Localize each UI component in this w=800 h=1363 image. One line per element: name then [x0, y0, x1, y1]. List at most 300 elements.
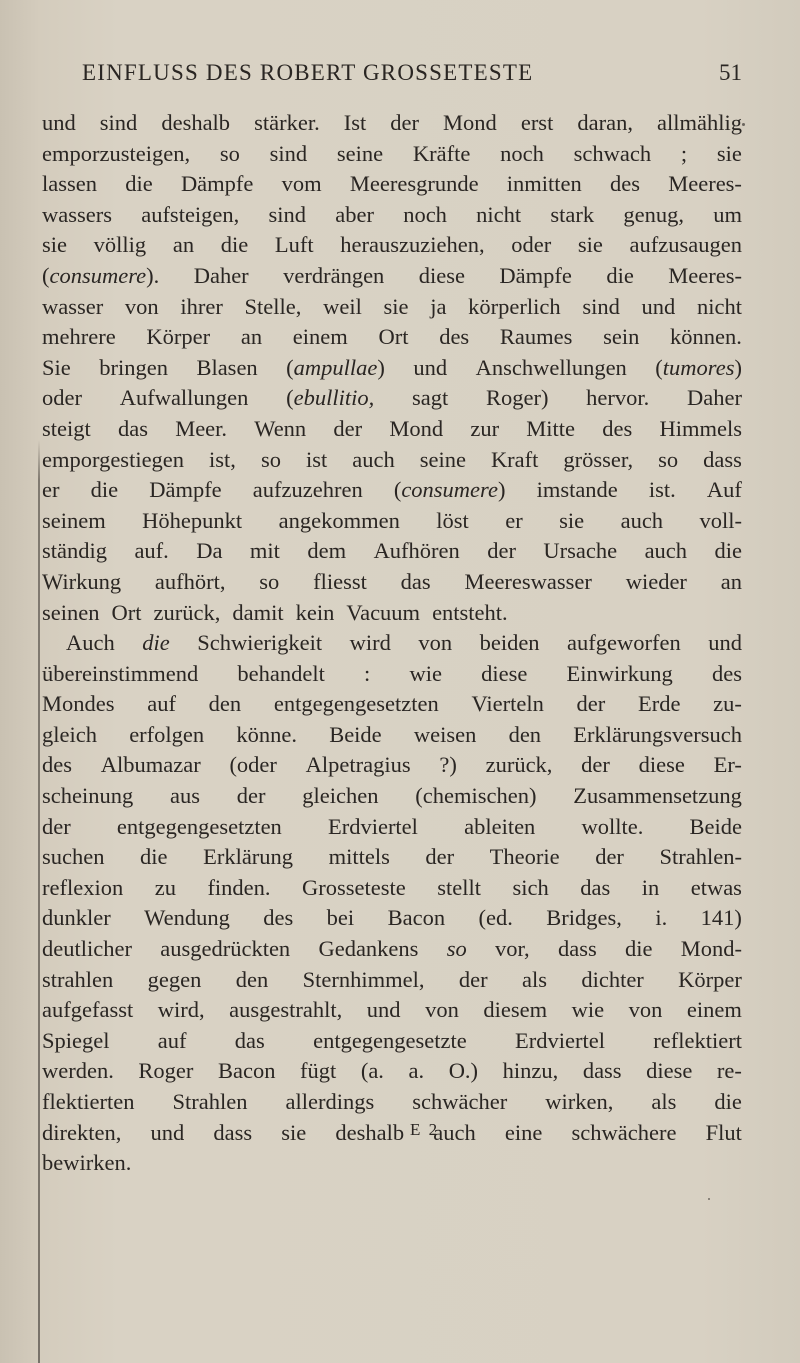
word: der — [236, 783, 266, 809]
word: seinem — [42, 507, 106, 533]
word: Mond — [443, 110, 497, 135]
word: und — [366, 997, 401, 1023]
word: wollte. — [581, 813, 644, 839]
word: Auch — [66, 630, 115, 656]
word: Flut — [705, 1119, 742, 1145]
text-line — [42, 934, 742, 965]
word: die — [714, 538, 742, 564]
text-line — [42, 230, 742, 261]
word: ; — [680, 140, 688, 166]
word: grösser, — [563, 446, 634, 472]
word: verdrängen — [283, 262, 385, 288]
word: deutlicher — [42, 936, 132, 962]
word: aufzusaugen — [629, 232, 742, 258]
word: als — [521, 966, 547, 992]
word: Strahlen — [172, 1089, 248, 1114]
body-text — [42, 108, 742, 1179]
word: er — [42, 477, 60, 503]
word: und — [708, 630, 742, 656]
word: aus — [170, 783, 200, 809]
word: Gedankens — [318, 936, 419, 962]
word: weil — [323, 293, 362, 319]
word: aber — [335, 201, 374, 227]
word: vor, — [494, 936, 530, 962]
word: Erdviertel — [327, 813, 418, 839]
text-line — [42, 1118, 742, 1149]
word: oder — [42, 385, 82, 411]
word: Aufwallungen — [119, 385, 249, 411]
word: die — [142, 630, 170, 656]
word: entgegengesetzten — [273, 691, 439, 717]
word: Wirkung — [42, 568, 122, 594]
word: des — [711, 660, 742, 686]
word: Meer. — [175, 415, 228, 441]
word: Auf — [706, 477, 742, 503]
word: Erklärung — [203, 844, 294, 870]
word: emporgestiegen — [42, 446, 185, 472]
text-line — [42, 903, 742, 934]
word: Sie — [42, 354, 71, 380]
word: Da — [196, 538, 223, 564]
word: bei — [326, 905, 355, 931]
word: hinzu, — [502, 1058, 559, 1084]
word: Beide — [329, 721, 382, 747]
word: Himmels — [659, 415, 742, 441]
word: zu- — [713, 691, 742, 717]
text-line — [42, 812, 742, 843]
word: Aufhören — [373, 538, 460, 564]
word: so — [446, 936, 467, 962]
word: Sternhimmel, — [302, 966, 425, 992]
word: seinen — [42, 599, 100, 625]
word: in — [641, 874, 660, 900]
word: die — [125, 171, 153, 197]
word: gegen — [147, 966, 202, 992]
word: hervor. — [586, 385, 650, 411]
word: den — [508, 721, 542, 747]
word: auch — [620, 507, 664, 533]
word: ja — [430, 293, 447, 319]
word: Grosseteste — [302, 874, 406, 900]
word: das — [117, 415, 148, 441]
word: kein — [295, 599, 335, 625]
word: sie — [716, 140, 742, 166]
word: und — [42, 110, 76, 135]
word: inmitten — [506, 171, 582, 197]
text-line — [42, 1087, 742, 1118]
word: zurück, — [153, 599, 221, 625]
word: Vierteln — [471, 691, 544, 717]
word: a. — [408, 1058, 425, 1084]
word: um — [713, 201, 742, 227]
word: die — [714, 1089, 742, 1114]
word: Strahlen- — [659, 844, 742, 870]
word: Dämpfe — [149, 477, 222, 503]
word: werden. — [42, 1058, 114, 1084]
word: Daher — [686, 385, 742, 411]
paper-speck — [742, 123, 745, 126]
word: etwas — [690, 874, 742, 900]
word: der — [576, 691, 606, 717]
word: seine — [419, 446, 466, 472]
text-line — [42, 659, 742, 690]
word: an — [720, 568, 742, 594]
word: oder — [511, 232, 552, 258]
word: wieder — [625, 568, 687, 594]
word: der — [42, 813, 71, 839]
word: wird — [349, 630, 391, 656]
word: sind — [269, 140, 308, 166]
word: damit — [232, 599, 284, 625]
word: Mond — [389, 415, 444, 441]
word: Luft — [274, 232, 314, 258]
word: diese — [418, 262, 465, 288]
text-line — [42, 383, 742, 414]
word: ist. — [648, 477, 676, 503]
word: auf. — [134, 538, 169, 564]
word: seine — [336, 140, 384, 166]
word: erfolgen — [129, 721, 205, 747]
text-line — [42, 536, 742, 567]
word: aufsteigen, — [141, 201, 240, 227]
word: die — [90, 477, 119, 503]
word: sie — [42, 232, 67, 258]
text-line — [42, 169, 742, 200]
word: strahlen — [42, 966, 114, 992]
text-line — [42, 995, 742, 1026]
word: Ursache — [543, 538, 618, 564]
text-line — [42, 689, 742, 720]
word: Meeres- — [668, 262, 742, 288]
word: lassen — [42, 171, 97, 197]
word: imstande — [536, 477, 618, 503]
word: Höhepunkt — [142, 507, 243, 533]
word: erst — [520, 110, 554, 135]
word: zurück, — [485, 752, 553, 778]
word: Blasen — [196, 354, 258, 380]
word: auch — [644, 538, 688, 564]
word: daran, — [577, 110, 633, 135]
word: Anschwellungen — [475, 354, 627, 380]
word: direkten, — [42, 1119, 122, 1145]
word: Meeresgrunde — [349, 171, 479, 197]
word: allmählig — [656, 110, 742, 135]
word: sie — [577, 232, 603, 258]
word: sind — [582, 293, 620, 319]
word: ist — [305, 446, 328, 472]
word: so — [260, 446, 281, 472]
text-line — [42, 200, 742, 231]
word: nicht — [696, 293, 742, 319]
word: reflektiert — [653, 1027, 742, 1053]
word: aufgefasst — [42, 997, 134, 1023]
word: dem — [307, 538, 347, 564]
text-line — [42, 873, 742, 904]
word: als — [651, 1089, 677, 1114]
word: Wenn — [254, 415, 307, 441]
word: (chemischen) — [415, 783, 537, 809]
word: Stelle, — [244, 293, 302, 319]
word: an — [172, 232, 195, 258]
word: Wendung — [144, 905, 230, 931]
word: Bacon — [217, 1058, 276, 1084]
word: Albumazar — [100, 752, 201, 778]
text-line — [42, 598, 742, 629]
word: Mond- — [680, 936, 742, 962]
word: ?) — [439, 752, 457, 778]
word: sind — [99, 110, 138, 135]
word: schwächere — [571, 1119, 677, 1145]
text-line — [42, 108, 742, 139]
page-number: 51 — [719, 60, 742, 85]
word: angekommen — [278, 507, 400, 533]
text-line — [42, 965, 742, 996]
word: sich — [512, 874, 549, 900]
word: Erdviertel — [515, 1027, 605, 1053]
word: (tumores) — [655, 354, 742, 380]
word: voll- — [699, 507, 742, 533]
word: weisen — [413, 721, 477, 747]
text-line — [42, 720, 742, 751]
word: ableiten — [464, 813, 536, 839]
word: beiden — [479, 630, 540, 656]
word: entgegengesetzten — [116, 813, 282, 839]
word: schwach — [573, 140, 652, 166]
word: Mitte — [526, 415, 576, 441]
word: i. — [655, 905, 668, 931]
word: sagt — [411, 385, 449, 411]
word: Daher — [193, 262, 249, 288]
word: suchen — [42, 844, 105, 870]
word: dass — [703, 446, 742, 472]
word: so — [219, 140, 240, 166]
word: können. — [670, 324, 742, 350]
word: von — [124, 293, 159, 319]
word: das — [580, 874, 611, 900]
word: herauszuziehen, — [340, 232, 485, 258]
running-title: EINFLUSS DES ROBERT GROSSETESTE — [82, 60, 534, 85]
word: einem — [292, 324, 348, 350]
word: Meereswasser — [464, 568, 592, 594]
word: den — [235, 966, 269, 992]
word: sind — [268, 201, 307, 227]
word: diese — [646, 1058, 693, 1084]
word: 141) — [700, 905, 742, 931]
word: bringen — [99, 354, 168, 380]
word: von — [628, 997, 663, 1023]
word: ausgestrahlt, — [229, 997, 343, 1023]
word: Dämpfe — [499, 262, 572, 288]
word: wirken, — [545, 1089, 614, 1114]
word: des — [602, 415, 633, 441]
word: aufzuzehren — [252, 477, 363, 503]
word: stellt — [437, 874, 481, 900]
word: Dämpfe — [180, 171, 254, 197]
signature-mark: E 2 — [410, 1120, 440, 1139]
text-line — [42, 1148, 742, 1179]
word: mit — [249, 538, 280, 564]
word: und — [413, 354, 448, 380]
word: (ampullae) — [286, 354, 385, 380]
word: ständig — [42, 538, 107, 564]
word: gleich — [42, 721, 97, 747]
word: die — [220, 232, 249, 258]
word: wird, — [157, 997, 205, 1023]
word: Vacuum — [346, 599, 421, 625]
word: von — [425, 997, 459, 1023]
word: körperlich — [468, 293, 561, 319]
text-line — [42, 628, 742, 659]
word: eine — [504, 1119, 543, 1145]
word: O.) — [448, 1058, 479, 1084]
word: des — [610, 171, 640, 197]
word: aufhört, — [154, 568, 226, 594]
word: wassers — [42, 201, 112, 227]
word: der — [487, 538, 516, 564]
word: diesem — [483, 997, 548, 1023]
text-line — [42, 353, 742, 384]
word: so — [259, 568, 280, 594]
word: sein — [603, 324, 640, 350]
word: Theorie — [489, 844, 560, 870]
word: behandelt — [237, 660, 325, 686]
word: einem — [686, 997, 742, 1023]
word: der — [458, 966, 488, 992]
word: Beide — [689, 813, 742, 839]
word: von — [418, 630, 453, 656]
word: Bacon — [387, 905, 446, 931]
word: dass — [557, 936, 597, 962]
word: der — [390, 110, 419, 135]
word: : — [364, 660, 371, 686]
word: wie — [409, 660, 442, 686]
word: Körper — [146, 324, 211, 350]
word: Er- — [713, 752, 742, 778]
word: reflexion — [42, 874, 124, 900]
word: Zusammensetzung — [573, 783, 742, 809]
word: löst — [436, 507, 469, 533]
word: fliesst — [313, 568, 367, 594]
word: stärker. — [254, 110, 320, 135]
word: auf — [147, 691, 176, 717]
word: ist, — [209, 446, 236, 472]
word: der — [581, 752, 610, 778]
word: Schwierigkeit — [197, 630, 323, 656]
word: genug, — [623, 201, 684, 227]
word: Körper — [678, 966, 742, 992]
word: bewirken. — [42, 1150, 132, 1176]
word: an — [240, 324, 263, 350]
text-line — [42, 567, 742, 598]
word: Mondes — [42, 691, 115, 717]
word: dunkler — [42, 905, 111, 931]
word: re- — [716, 1058, 742, 1084]
word: auch — [433, 1119, 476, 1145]
word: (ebullitio, — [286, 385, 375, 411]
word: Meeres- — [668, 171, 742, 197]
word: gleichen — [302, 783, 379, 809]
word: entsteht. — [432, 599, 508, 625]
word: flektierten — [42, 1089, 135, 1114]
word: auch — [352, 446, 395, 472]
word: dass — [213, 1119, 253, 1145]
word: schwächer — [412, 1089, 508, 1114]
word: Ort — [378, 324, 409, 350]
word: (a. — [360, 1058, 384, 1084]
word: diese — [638, 752, 685, 778]
word: auf — [157, 1027, 187, 1053]
word: noch — [403, 201, 447, 227]
word: (oder — [229, 752, 277, 778]
word: der — [595, 844, 624, 870]
word: Roger) — [485, 385, 549, 411]
word: Einwirkung — [566, 660, 673, 686]
word: stark — [550, 201, 595, 227]
word: fügt — [300, 1058, 337, 1084]
word: die — [140, 844, 168, 870]
text-line — [42, 139, 742, 170]
word: sie — [281, 1119, 307, 1145]
word: so — [658, 446, 679, 472]
text-line — [42, 842, 742, 873]
word: übereinstimmend — [42, 660, 199, 686]
word: mittels — [328, 844, 390, 870]
word: des — [263, 905, 294, 931]
word: Erde — [637, 691, 681, 717]
word: Kraft — [490, 446, 539, 472]
word: Alpetragius — [305, 752, 411, 778]
word: des — [439, 324, 470, 350]
text-line — [42, 261, 742, 292]
word: er — [505, 507, 523, 533]
word: Bridges, — [546, 905, 622, 931]
text-line — [42, 506, 742, 537]
word: des — [42, 752, 72, 778]
text-line — [42, 1056, 742, 1087]
word: dichter — [581, 966, 644, 992]
word: entgegengesetzte — [313, 1027, 467, 1053]
word: steigt — [42, 415, 91, 441]
binding-gutter-shadow — [38, 440, 40, 1363]
word: dass — [582, 1058, 622, 1084]
word: Spiegel — [42, 1027, 110, 1053]
word: Roger — [138, 1058, 194, 1084]
word: mehrere — [42, 324, 116, 350]
word: die — [606, 262, 634, 288]
word: Raumes — [499, 324, 573, 350]
text-line — [42, 414, 742, 445]
text-line — [42, 1026, 742, 1057]
word: finden. — [207, 874, 271, 900]
word: könne. — [236, 721, 297, 747]
word: vom — [281, 171, 322, 197]
word: den — [208, 691, 242, 717]
word: diese — [481, 660, 528, 686]
word: Ist — [343, 110, 367, 135]
word: deshalb — [161, 110, 231, 135]
word: der — [333, 415, 363, 441]
word: ausgedrückten — [160, 936, 291, 962]
word: Ort — [111, 599, 142, 625]
word: der — [425, 844, 455, 870]
text-line — [42, 750, 742, 781]
word: das — [234, 1027, 265, 1053]
word: nicht — [476, 201, 522, 227]
word: scheinung — [42, 783, 134, 809]
word: und — [150, 1119, 185, 1145]
word: noch — [500, 140, 544, 166]
word: sie — [559, 507, 585, 533]
